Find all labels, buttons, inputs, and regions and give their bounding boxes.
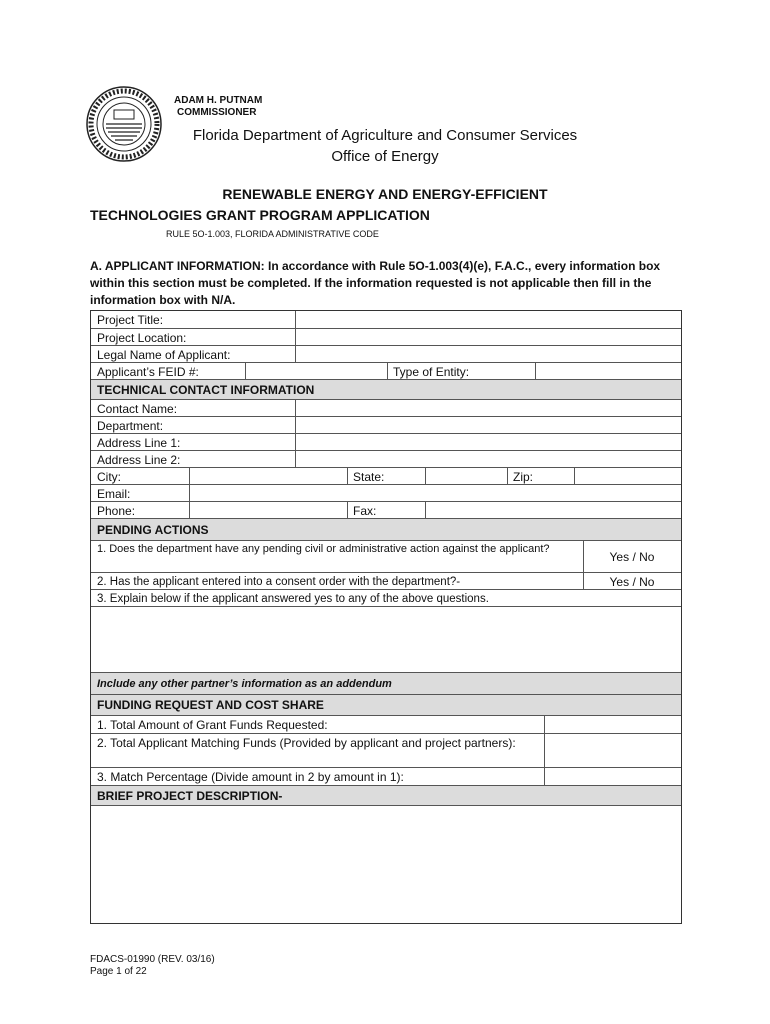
project-location-label: Project Location: [97, 331, 187, 345]
row-address2 [91, 450, 681, 467]
legal-name-label: Legal Name of Applicant: [97, 348, 231, 362]
feid-label: Applicant’s FEID #: [97, 365, 199, 379]
feid-field[interactable] [245, 363, 387, 379]
fax-label: Fax: [353, 504, 377, 518]
funding-item3-field[interactable] [544, 768, 681, 785]
project-title-label: Project Title: [97, 313, 164, 327]
project-location-field[interactable] [295, 329, 681, 345]
row-funding-2 [91, 733, 681, 767]
zip-field[interactable] [574, 468, 681, 484]
row-funding-3 [91, 767, 681, 785]
pending-actions-header-blank [583, 519, 681, 540]
funding-header [91, 694, 681, 715]
pending-q1-answer[interactable]: Yes / No [609, 550, 655, 564]
row-feid [91, 362, 681, 379]
pending-q3-text: 3. Explain below if the applicant answered yes to any of the above questions. [97, 593, 489, 605]
partner-note: Include any other partner’s information as an addendum [97, 678, 392, 690]
address-line2-label: Address Line 2: [97, 453, 181, 467]
city-label: City: [97, 470, 121, 484]
row-address1 [91, 433, 681, 450]
address-line1-field[interactable] [295, 434, 681, 450]
department-field[interactable] [295, 417, 681, 433]
pending-explanation-area[interactable] [91, 606, 681, 672]
email-label: Email: [97, 487, 131, 501]
form-title-line1: RENEWABLE ENERGY AND ENERGY-EFFICIENT [222, 186, 548, 202]
row-legal-name [91, 345, 681, 362]
department-label: Department: [97, 419, 164, 433]
technical-contact-heading: TECHNICAL CONTACT INFORMATION [97, 383, 315, 397]
department-heading [190, 125, 580, 167]
row-project-title [91, 311, 681, 328]
project-title-field[interactable] [295, 311, 681, 328]
applicant-instructions: A. APPLICANT INFORMATION: In accordance with Rule 5O-1.003(4)(e), F.A.C., every information box within this section must be completed. If the information requested is not applicable then fill in the information box with N/A. [90, 259, 661, 307]
technical-contact-header [91, 379, 681, 399]
form-title-line2: TECHNOLOGIES GRANT PROGRAM APPLICATION [90, 207, 430, 223]
row-pending-q3 [91, 589, 681, 606]
commissioner-title: COMMISSIONER [177, 107, 257, 118]
funding-item2-label: 2. Total Applicant Matching Funds (Provided by applicant and project partners): [97, 736, 516, 750]
row-city-state-zip [91, 467, 681, 484]
row-contact-name [91, 399, 681, 416]
row-department [91, 416, 681, 433]
commissioner-block [174, 95, 262, 119]
application-form [90, 310, 682, 924]
funding-heading: FUNDING REQUEST AND COST SHARE [97, 698, 324, 712]
address-line2-field[interactable] [295, 451, 681, 467]
partner-note-row [91, 672, 681, 694]
contact-name-field[interactable] [295, 400, 681, 416]
state-label: State: [353, 470, 385, 484]
footer [90, 954, 215, 978]
funding-item1-label: 1. Total Amount of Grant Funds Requested: [97, 718, 328, 732]
entity-type-label: Type of Entity: [393, 365, 470, 379]
department-seal [86, 86, 162, 162]
fax-field[interactable] [425, 502, 681, 518]
entity-type-field[interactable] [535, 363, 681, 379]
row-project-location [91, 328, 681, 345]
pending-q1-text: 1. Does the department have any pending civil or administrative action against the applicant? [97, 543, 550, 555]
funding-item3-label: 3. Match Percentage (Divide amount in 2 by amount in 1): [97, 770, 404, 784]
pending-q2-answer[interactable]: Yes / No [609, 575, 655, 589]
row-email [91, 484, 681, 501]
pending-actions-header [91, 518, 681, 540]
zip-label: Zip: [513, 470, 534, 484]
phone-field[interactable] [189, 502, 347, 518]
email-field[interactable] [189, 485, 681, 501]
row-funding-1 [91, 715, 681, 733]
office-name: Office of Energy [331, 148, 439, 165]
rule-reference: RULE 5O-1.003, FLORIDA ADMINISTRATIVE CODE [166, 229, 379, 239]
state-field[interactable] [425, 468, 507, 484]
pending-q2-text: 2. Has the applicant entered into a consent order with the department?- [97, 576, 461, 588]
row-pending-q1 [91, 540, 681, 572]
commissioner-name: ADAM H. PUTNAM [174, 95, 263, 106]
contact-name-label: Contact Name: [97, 402, 178, 416]
description-header [91, 785, 681, 805]
department-name: Florida Department of Agriculture and Consumer Services [192, 127, 578, 144]
funding-item1-field[interactable] [544, 716, 681, 733]
row-phone-fax [91, 501, 681, 518]
page-number: Page 1 of 22 [90, 966, 147, 977]
address-line1-label: Address Line 1: [97, 436, 181, 450]
city-field[interactable] [189, 468, 347, 484]
phone-label: Phone: [97, 504, 136, 518]
form-number: FDACS-01990 (REV. 03/16) [90, 954, 215, 965]
legal-name-field[interactable] [295, 346, 681, 362]
description-heading: BRIEF PROJECT DESCRIPTION- [97, 789, 283, 803]
row-pending-q2 [91, 572, 681, 589]
funding-item2-field[interactable] [544, 734, 681, 767]
pending-actions-heading: PENDING ACTIONS [97, 523, 209, 537]
description-area[interactable] [91, 805, 681, 923]
